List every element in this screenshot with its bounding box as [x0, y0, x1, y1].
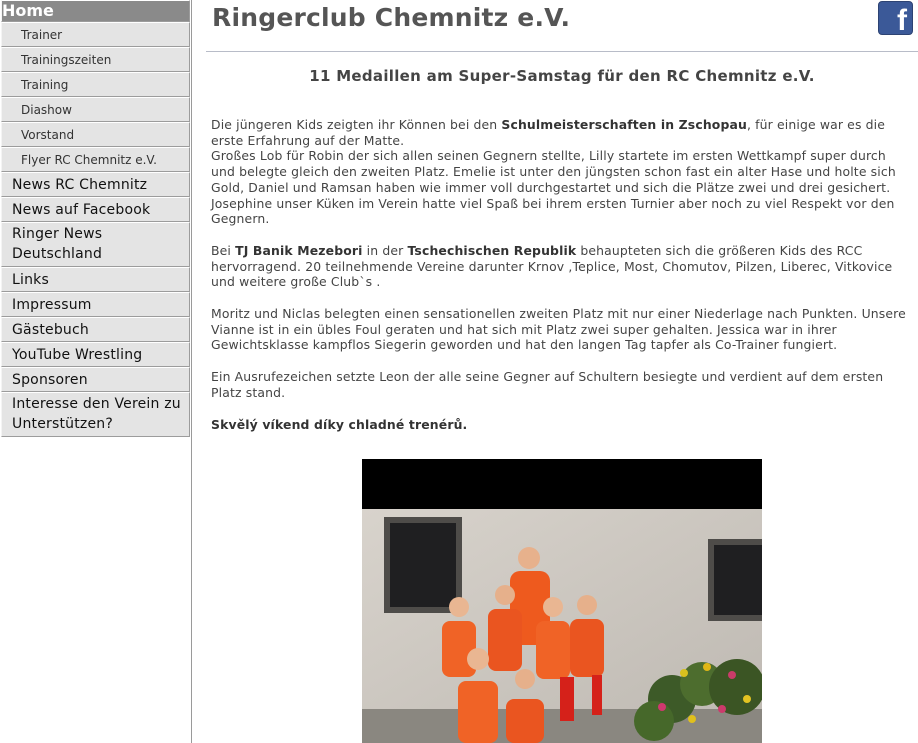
paragraph-moritz: Moritz und Niclas belegten einen sensationellen zweiten Platz mit nur einer Niederlage nach Punkten. Unsere Vianne ist in ein übles Foul geraten und hat sich mit Platz zwei super gehalten. Jessica war in ihrer Gewichtsklasse kampflos Siegerin geworden und hat den langen Tag tapfer als Co-Trainer fungiert.	[211, 306, 906, 353]
sidebar-item-training[interactable]: Training	[1, 72, 190, 97]
sidebar-item-vorstand[interactable]: Vorstand	[1, 122, 190, 147]
sidebar-item-gästebuch[interactable]: Gästebuch	[1, 317, 190, 342]
sidebar-item-youtube-wrestling[interactable]: YouTube Wrestling	[1, 342, 190, 367]
team-photo	[362, 459, 762, 743]
sidebar-nav	[0, 0, 192, 743]
sidebar-item-news-auf-facebook[interactable]: News auf Facebook	[1, 197, 190, 222]
sidebar-item-trainer[interactable]: Trainer	[1, 22, 190, 47]
article-body	[211, 117, 911, 448]
text: , für einige war es die erste Erfahrung auf der Matte.	[211, 117, 886, 148]
sidebar-item-sponsoren[interactable]: Sponsoren	[1, 367, 190, 392]
strong-text: Tschechischen Republik	[407, 242, 577, 258]
team-photo-image	[362, 459, 762, 743]
strong-text: Schulmeisterschaften in Zschopau	[501, 117, 747, 132]
strong-text: Skvělý víkend díky chladné trenérů.	[211, 416, 468, 432]
strong-text: TJ Banik Mezebori	[235, 242, 363, 258]
text: in der	[362, 242, 408, 258]
sidebar-item-diashow[interactable]: Diashow	[1, 97, 190, 122]
text: Die jüngeren Kids zeigten ihr Können bei den	[211, 117, 502, 132]
sidebar-item-interesse-den-verein-zu-unterstützen[interactable]: Interesse den Verein zu Unterstützen?	[1, 392, 190, 437]
sidebar-item-flyer-rc-chemnitz-e-v[interactable]: Flyer RC Chemnitz e.V.	[1, 147, 190, 172]
text: behaupteten sich die größeren Kids des RCC hervorragend. 20 teilnehmende Vereine darunter Krnov ,Teplice, Most, Chomutov, Pilzen, Liberec, Vitkovice und weitere große Club`s .	[211, 242, 893, 290]
paragraph-zschopau	[211, 117, 911, 227]
facebook-button[interactable]	[878, 1, 913, 35]
sidebar-item-news-rc-chemnitz[interactable]: News RC Chemnitz	[1, 172, 190, 197]
site-title: Ringerclub Chemnitz e.V.	[212, 3, 571, 32]
article-headline: 11 Medaillen am Super-Samstag für den RC Chemnitz e.V.	[309, 67, 815, 85]
sidebar-item-home[interactable]: Home	[1, 0, 190, 22]
sidebar-item-trainingszeiten[interactable]: Trainingszeiten	[1, 47, 190, 72]
paragraph-leon: Ein Ausrufezeichen setzte Leon der alle seine Gegner auf Schultern besiegte und verdient auf dem ersten Platz stand.	[211, 369, 884, 400]
paragraph-czech	[211, 243, 911, 290]
facebook-icon: f	[897, 4, 907, 37]
text: Großes Lob für Robin der sich allen seinen Gegnern stellte, Lilly startete im ersten Wettkampf super durch und belegte gleich den zweiten Platz. Emelie ist unter den jüngsten schon fast ein alter Hase und holte sich Gold, Daniel und Ramsan haben wie immer voll durchgestartet und sich die Plätze zwei und drei gesichert. Josephine unser Küken im Verein hatte viel Spaß bei ihrem ersten Turnier aber noch zu viel Respekt vor den Gegnern.	[211, 148, 896, 227]
sidebar-item-ringer-news-deutschland[interactable]: Ringer News Deutschland	[1, 222, 190, 267]
sidebar-item-impressum[interactable]: Impressum	[1, 292, 190, 317]
header-divider	[206, 51, 918, 52]
text: Bei	[211, 242, 236, 258]
paragraph-czech-closing	[211, 417, 911, 433]
sidebar-item-links[interactable]: Links	[1, 267, 190, 292]
